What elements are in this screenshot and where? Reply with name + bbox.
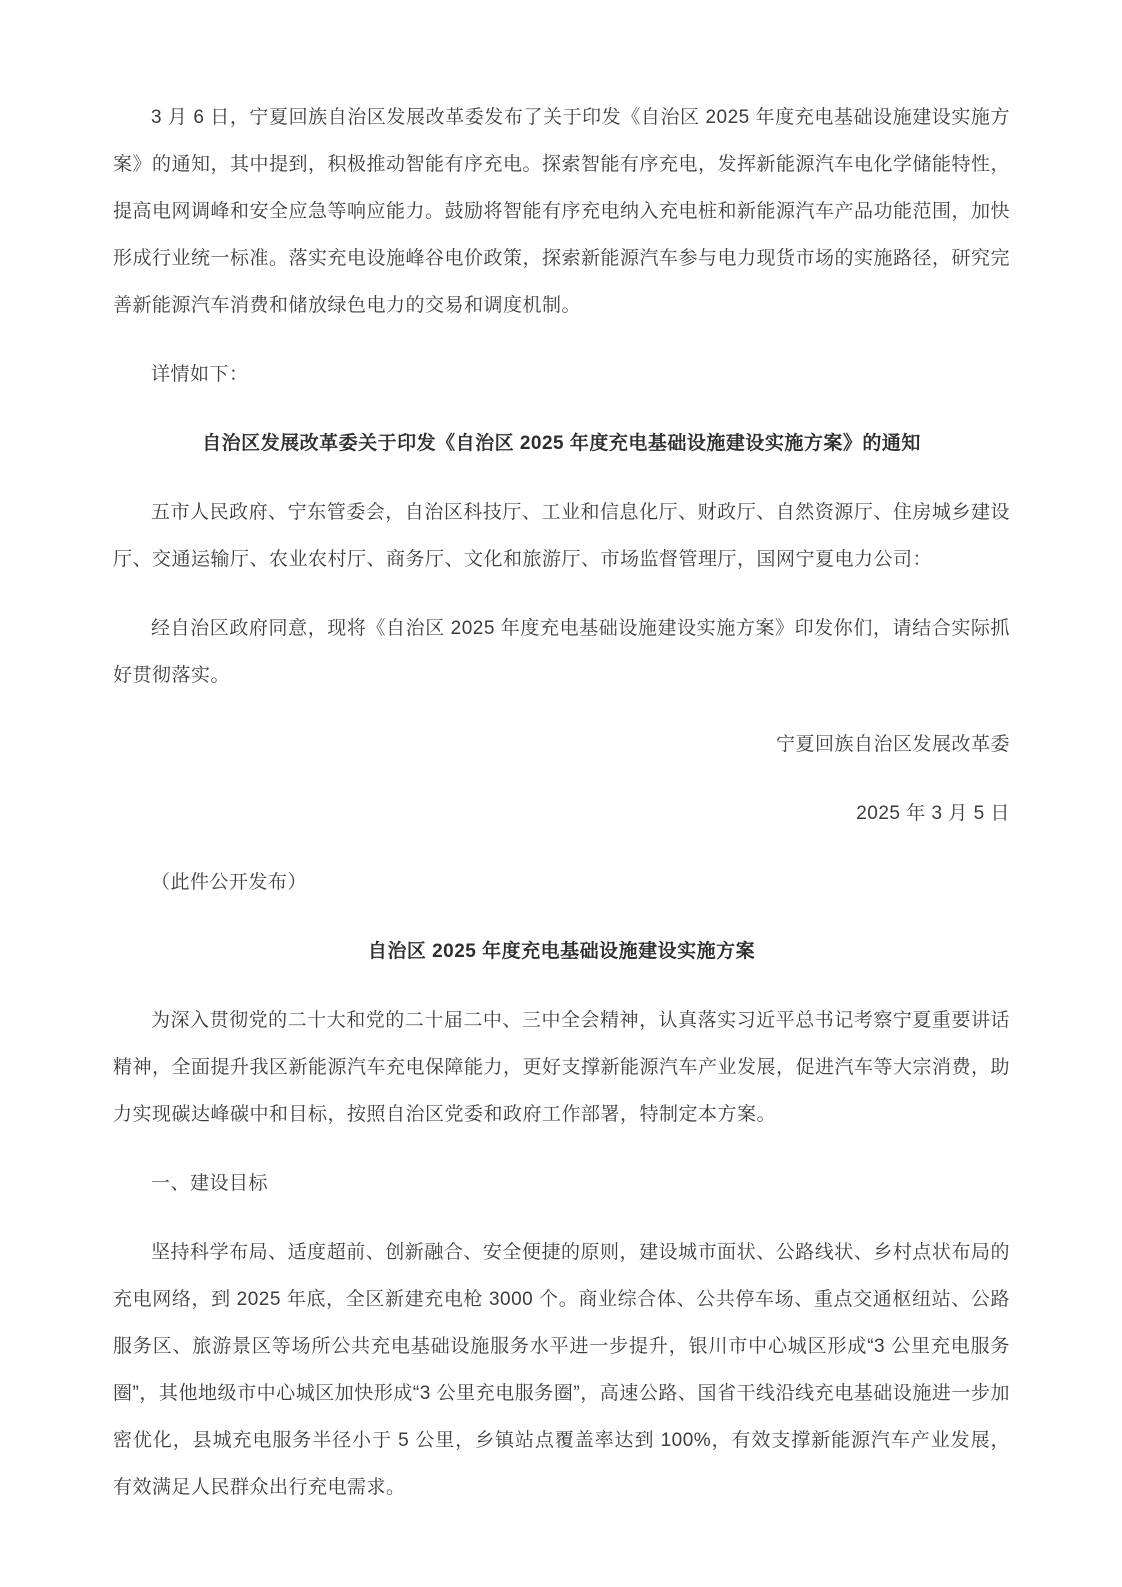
issuer-line: 宁夏回族自治区发展改革委 xyxy=(775,734,1010,755)
issue-date-line: 2025 年 3 月 5 日 xyxy=(856,803,1010,824)
approval-paragraph: 经自治区政府同意，现将《自治区 2025 年度充电基础设施建设实施方案》印发你们，请结合实际抓好贯彻落实。 xyxy=(113,618,1010,686)
intro-paragraph: 3 月 6 日，宁夏回族自治区发展改革委发布了关于印发《自治区 2025 年度充电基础设施建设实施方案》的通知，其中提到，积极推动智能有序充电。探索智能有序充电，发挥新能源汽车电化学储能特性，提高电网调峰和安全应急等响应能力。鼓励将智能有序充电纳入充电桩和新能源汽车产品功能范围，加快形成行业统一标准。落实充电设施峰谷电价政策，探索新能源汽车参与电力现货市场的实施路径，研究完善新能源汽车消费和储放绿色电力的交易和调度机制。 xyxy=(113,107,1011,316)
details-label: 详情如下： xyxy=(151,364,249,385)
recipients-paragraph: 五市人民政府、宁东管委会，自治区科技厅、工业和信息化厅、财政厅、自然资源厅、住房城乡建设厅、交通运输厅、农业农村厅、商务厅、文化和旅游厅、市场监督管理厅，国网宁夏电力公司： xyxy=(113,502,1010,570)
public-release-note: （此件公开发布） xyxy=(151,872,308,893)
section-1-heading: 一、建设目标 xyxy=(151,1173,269,1194)
section-1-paragraph: 坚持科学布局、适度超前、创新融合、安全便捷的原则，建设城市面状、公路线状、乡村点状布局的充电网络，到 2025 年底，全区新建充电枪 3000 个。商业综合体、公共停车场、重点交通枢纽站、公路服务区、旅游景区等场所公共充电基础设施服务水平进一步提升，银川市中心城区形成“3 公里充电服务圈”，其他地级市中心城区加快形成“3 公里充电服务圈”，高速公路、国省干线沿线充电基础设施进一步加密优化，县城充电服务半径小于 5 公里，乡镇站点覆盖率达到 100%，有效支撑新能源汽车产业发展，有效满足人民群众出行充电需求。 xyxy=(113,1242,1010,1498)
notice-title: 自治区发展改革委关于印发《自治区 2025 年度充电基础设施建设实施方案》的通知 xyxy=(202,433,921,454)
plan-title: 自治区 2025 年度充电基础设施建设实施方案 xyxy=(367,941,756,962)
plan-intro-paragraph: 为深入贯彻党的二十大和党的二十届二中、三中全会精神，认真落实习近平总书记考察宁夏重要讲话精神，全面提升我区新能源汽车充电保障能力，更好支撑新能源汽车产业发展，促进汽车等大宗消费，助力实现碳达峰碳中和目标，按照自治区党委和政府工作部署，特制定本方案。 xyxy=(113,1010,1011,1125)
